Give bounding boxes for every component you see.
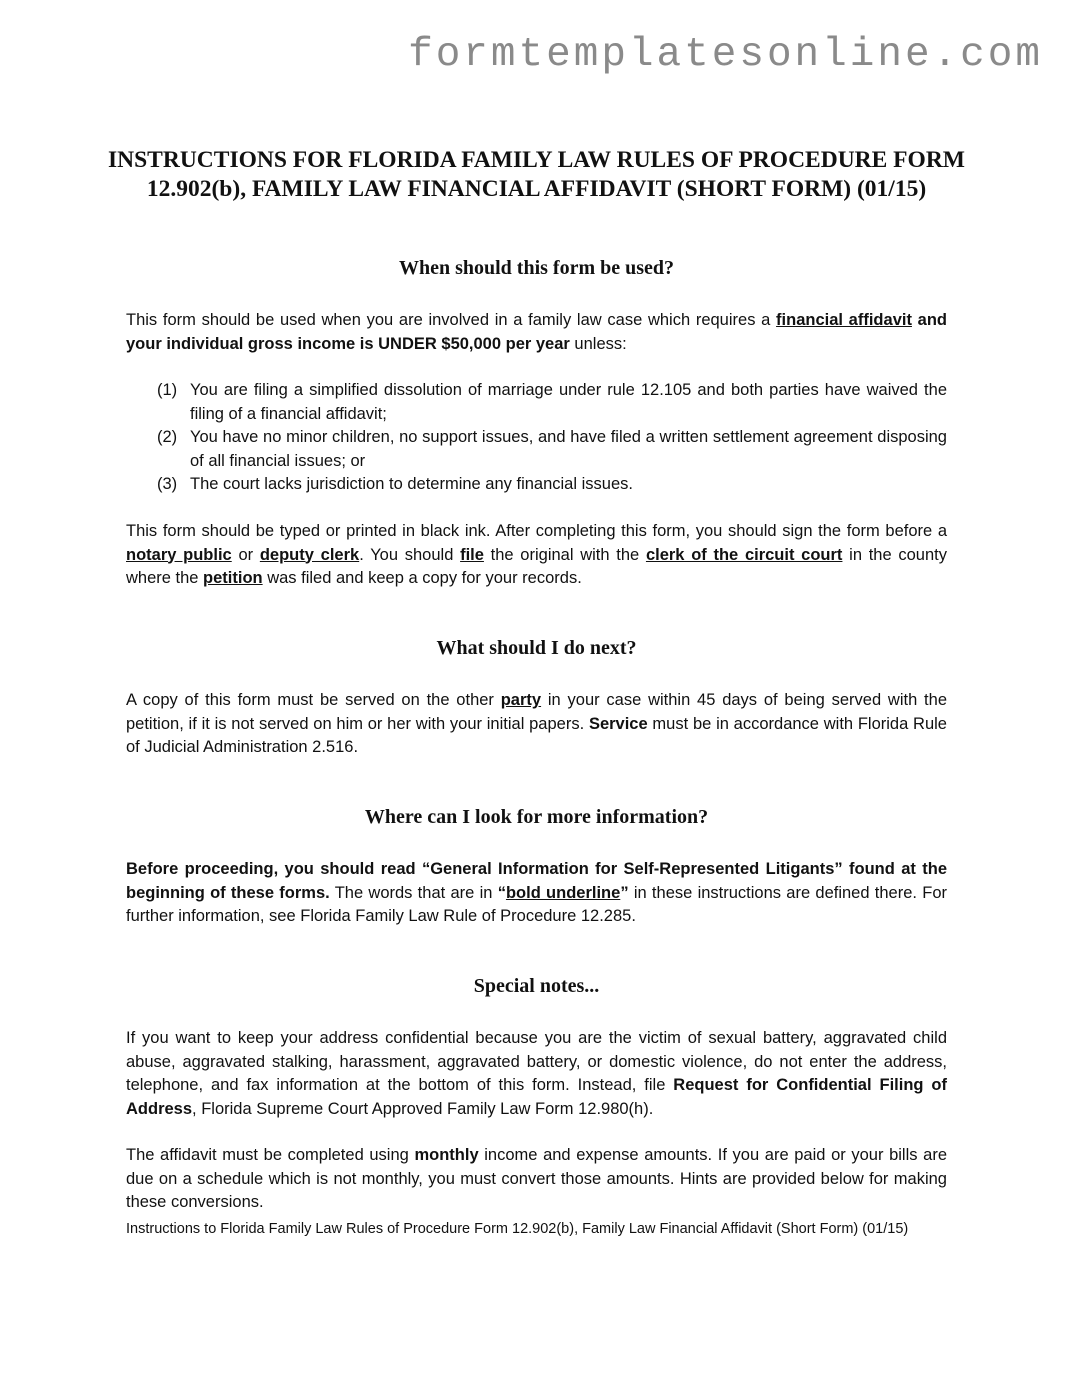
paragraph-usage bbox=[126, 309, 947, 356]
link-file[interactable]: file bbox=[460, 545, 484, 564]
paragraph-service bbox=[126, 689, 947, 760]
quote-open: “ bbox=[497, 883, 506, 902]
link-clerk-of-circuit-court[interactable]: clerk of the circuit court bbox=[645, 545, 843, 564]
exceptions-list bbox=[126, 379, 947, 497]
text: in your case within 45 days of being served with the petition, if it is not served on him or her with your initial papers. bbox=[126, 691, 947, 733]
text: . You should bbox=[359, 545, 461, 564]
text: in these instructions are defined there. For further information, see Florida Family Law Rule of Procedure 12.285. bbox=[126, 883, 948, 925]
bold-request-confidential: Request for Confidential Filing of Address bbox=[126, 1076, 947, 1118]
text: If you want to keep your address confidential because you are the victim of sexual battery, aggravated child abuse, aggravated stalking, harassment, aggravated battery, or domestic violence, do not enter the address, telephone, and fax information at the bottom of this form. Instead, file bbox=[126, 1029, 947, 1094]
text: the original with the bbox=[483, 545, 646, 564]
link-party[interactable]: party bbox=[500, 691, 542, 709]
text: This form should be used when you are involved in a family law case which requires a bbox=[126, 311, 777, 329]
section-heading-next: What should I do next? bbox=[436, 637, 637, 659]
text: unless: bbox=[569, 334, 627, 353]
bold-service: Service bbox=[588, 714, 648, 733]
list-number: (2) bbox=[157, 428, 178, 446]
list-item-text: You are filing a simplified dissolution of marriage under rule 12.105 and both parties have waived the filing of a financial affidavit; bbox=[190, 381, 947, 423]
link-deputy-clerk[interactable]: deputy clerk bbox=[259, 545, 360, 564]
quote-close: ” bbox=[620, 883, 629, 902]
page-title: INSTRUCTIONS FOR FLORIDA FAMILY LAW RULES OF PROCEDURE FORM 12.902(b), FAMILY LAW FINANCIAL AFFIDAVIT (SHORT FORM) (01/15) bbox=[108, 147, 965, 202]
text: or bbox=[231, 545, 260, 564]
bold-income-requirement: and your individual gross income is UNDER $50,000 per year bbox=[126, 311, 948, 353]
link-notary-public[interactable]: notary public bbox=[126, 545, 232, 564]
list-item bbox=[126, 473, 947, 497]
link-financial-affidavit[interactable]: financial affidavit bbox=[776, 311, 912, 329]
section-heading-more-info: Where can I look for more information? bbox=[364, 806, 709, 828]
text: The words that are in bbox=[329, 883, 498, 902]
text: in the county where the bbox=[126, 545, 947, 587]
list-number: (1) bbox=[157, 381, 178, 399]
list-number: (3) bbox=[157, 475, 178, 493]
text: A copy of this form must be served on the other bbox=[126, 691, 501, 709]
list-item-text: You have no minor children, no support issues, and have filed a written settlement agreement disposing of all financial issues; or bbox=[190, 428, 947, 470]
link-petition[interactable]: petition bbox=[203, 569, 263, 587]
list-item-text: The court lacks jurisdiction to determine any financial issues. bbox=[190, 475, 633, 493]
paragraph-monthly bbox=[126, 1144, 947, 1215]
watermark: formtemplatesonline.com bbox=[408, 32, 1043, 78]
list-item bbox=[126, 426, 947, 473]
text: This form should be typed or printed in black ink. After completing this form, you should sign the form before a bbox=[126, 522, 947, 540]
text: was filed and keep a copy for your records. bbox=[262, 569, 582, 587]
link-bold-underline[interactable]: bold underline bbox=[505, 883, 621, 902]
bold-general-information: Before proceeding, you should read “General Information for Self-Represented Litigants” found at the beginning of these forms. bbox=[126, 860, 947, 902]
list-item bbox=[126, 379, 947, 426]
paragraph-confidential bbox=[126, 1027, 947, 1121]
section-heading-when: When should this form be used? bbox=[398, 257, 675, 279]
text: must be in accordance with Florida Rule of Judicial Administration 2.516. bbox=[126, 714, 947, 756]
page-footer: Instructions to Florida Family Law Rules of Procedure Form 12.902(b), Family Law Financial Affidavit (Short Form) (01/15) bbox=[126, 1221, 909, 1237]
text: income and expense amounts. If you are paid or your bills are due on a schedule which is not monthly, you must convert those amounts. Hints are provided below for making these conversions. bbox=[126, 1146, 947, 1211]
text: The affidavit must be completed using bbox=[126, 1146, 415, 1164]
paragraph-more-info bbox=[126, 858, 947, 929]
paragraph-filing bbox=[126, 520, 947, 591]
bold-monthly: monthly bbox=[414, 1146, 479, 1164]
text: , Florida Supreme Court Approved Family Law Form 12.980(h). bbox=[192, 1099, 654, 1118]
section-heading-special-notes: Special notes... bbox=[473, 975, 600, 997]
